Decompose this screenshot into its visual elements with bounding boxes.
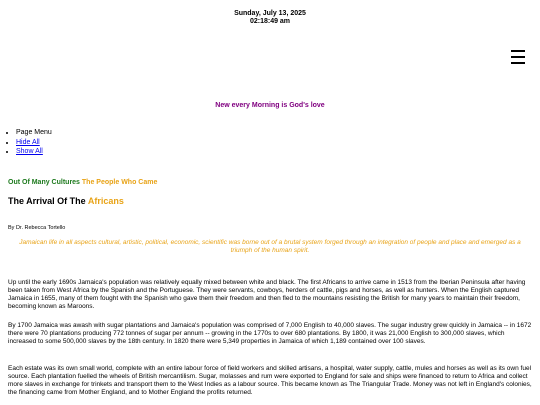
article-byline: By Dr. Rebecca Tortello [8, 225, 66, 231]
section-heading-cultures: Out Of Many Cultures [8, 179, 80, 186]
article-pull-quote: Jamaican life in all aspects cultural, artistic, political, economic, scientific was borne out of a brutal system forged through an integration of people and place and emerged as a triumph of the human spirit. [19, 239, 521, 254]
section-heading [8, 179, 157, 188]
page-menu-item [16, 128, 52, 138]
section-heading-people: The People Who Came [81, 179, 158, 186]
article-paragraph: Each estate was its own small world, complete with an entire labour force of field workers and skilled artisans, a hospital, water supply, cattle, mules and horses as well as its own fuel source. Each plantation fuelled the wheels of British mercantilism. Sugar, molasses and rum were exported to England for sale and ships were financed to return to Africa and collect more slaves in exchange for trinkets and transport them to the West Indies as a labour source. This became known as The Triangular Trade. Money was not left in England's colonies, the financing came from Mother England, and to Mother England the profits returned. [8, 365, 532, 396]
motto-text: New every Morning is God's love [215, 102, 325, 109]
article-title [8, 196, 124, 207]
current-time: 02:18:49 am [249, 18, 291, 25]
article-paragraph: By 1700 Jamaica was awash with sugar plantations and Jamaica's population was comprised of 7,000 English to 40,000 slaves. The sugar industry grew quickly in Jamaica -- in 1672 there were 70 plantations producing 772 tonnes of sugar per annum -- growing in the 1770s to over 680 plantations. By 1800, it was 21,000 English to 300,000 slaves, which increased to some 500,000 slaves by the 18th century. In 1820 there were 5,349 properties in Jamaica of which 1,189 contained over 100 slaves. [8, 322, 532, 345]
page-menu-list [8, 128, 52, 157]
date-time-display [0, 10, 540, 26]
hide-all-link[interactable]: Hide All [16, 138, 40, 146]
article-paragraph: Up until the early 1690s Jamaica's population was relatively equally mixed between white and black. The first Africans to arrive came in 1513 from the Iberian Peninsula after having been taken from West Africa by the Spanish and the Portuguese. They were servants, cowboys, herders of cattle, pigs and horses, as well as hunters. When the English captured Jamaica in 1655, many of them fought with the Spanish who gave them their freedom and then fled to the mountains resisting the British for many years to maintain their freedom, becoming known as Maroons. [8, 279, 526, 310]
hide-all-item [16, 138, 52, 148]
current-date: Sunday, July 13, 2025 [234, 10, 306, 17]
show-all-link[interactable]: Show All [16, 148, 43, 155]
show-all-item [16, 147, 52, 157]
article-title-prefix: The Arrival Of The [8, 196, 86, 206]
article-title-accent: Africans [87, 196, 124, 206]
hamburger-menu-icon[interactable] [511, 50, 525, 64]
page-menu-label: Page Menu [16, 129, 52, 136]
